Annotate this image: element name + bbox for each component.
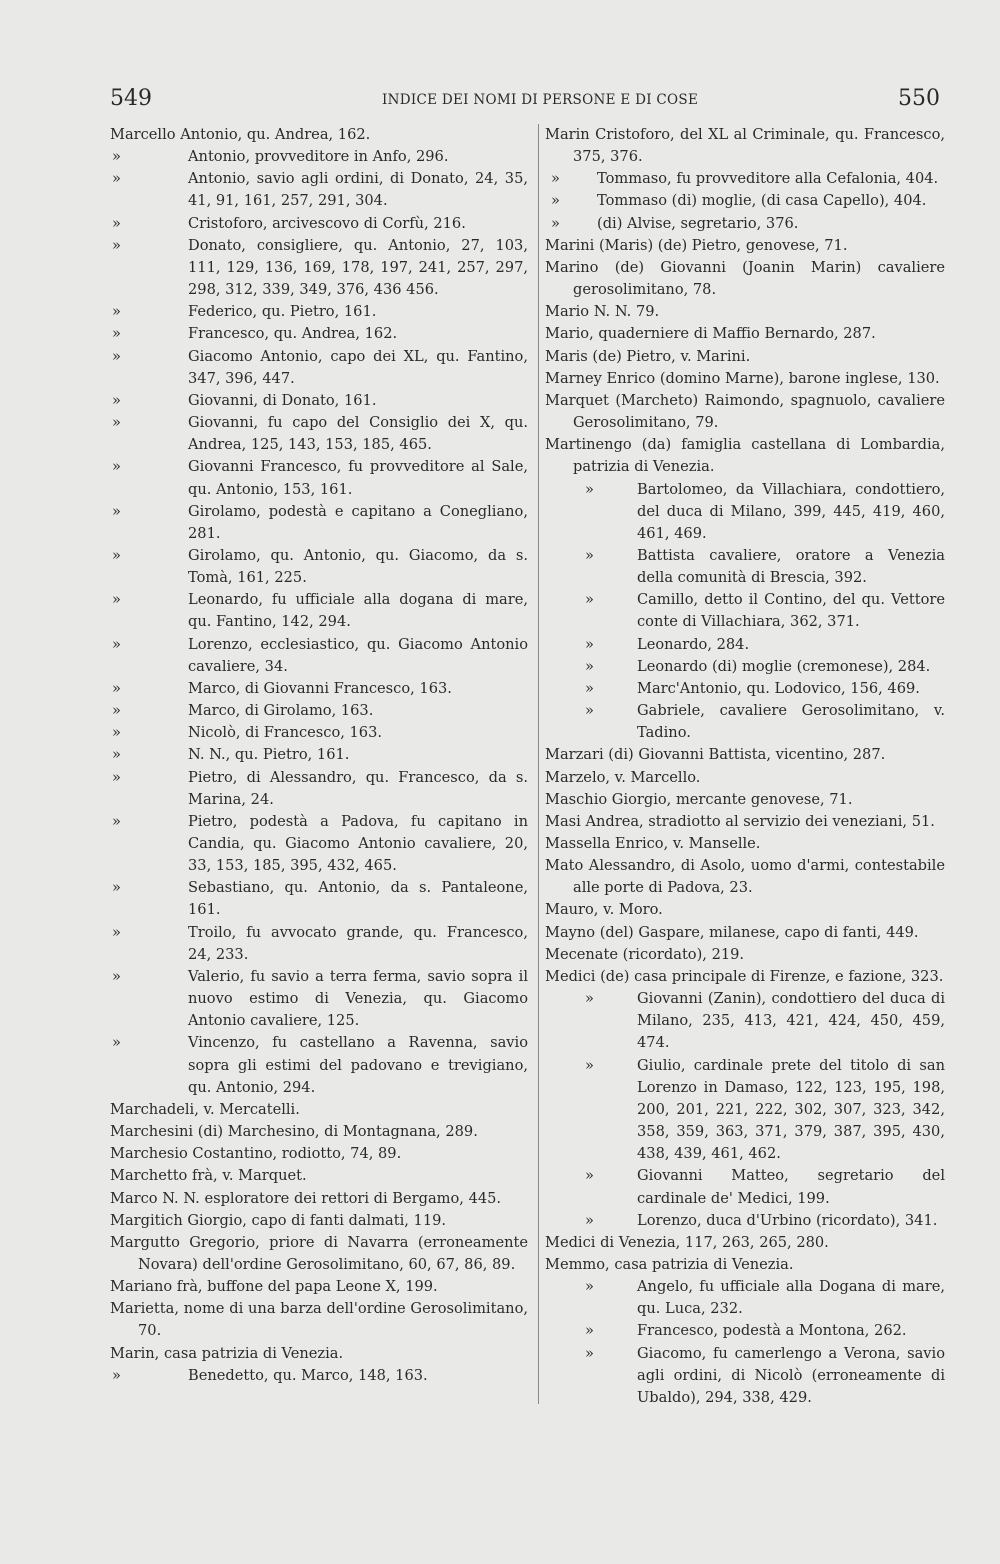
index-subentry: » Giacomo Antonio, capo dei XL, qu. Fantino, 347, 396, 447. bbox=[110, 346, 528, 390]
index-entry: Marchesio Costantino, rodiotto, 74, 89. bbox=[110, 1145, 402, 1163]
index-subentry: » Giovanni (Zanin), condottiero del duca di Milano, 235, 413, 421, 424, 450, 459, 474. bbox=[545, 988, 945, 1054]
index-subentry: » Giovanni Francesco, fu provveditore al Sale, qu. Antonio, 153, 161. bbox=[110, 456, 528, 500]
index-subentry: » Giovanni Matteo, segretario del cardinale de' Medici, 199. bbox=[545, 1165, 945, 1209]
column-divider bbox=[538, 124, 539, 1404]
index-entry: Marco N. N. esploratore dei rettori di Bergamo, 445. bbox=[110, 1189, 502, 1207]
index-subentry: » Lorenzo, duca d'Urbino (ricordato), 341. bbox=[545, 1210, 945, 1232]
index-entry: Mayno (del) Gaspare, milanese, capo di fanti, 449. bbox=[545, 923, 919, 941]
index-subentry: » Cristoforo, arcivescovo di Corfù, 216. bbox=[110, 213, 528, 235]
page-number-left: 549 bbox=[110, 86, 152, 111]
index-entry: Marcello Antonio, qu. Andrea, 162. bbox=[110, 126, 371, 143]
index-subentry: » Nicolò, di Francesco, 163. bbox=[110, 722, 528, 744]
index-entry: Marzari (di) Giovanni Battista, vicentino, 287. bbox=[545, 746, 886, 764]
index-subentry: » Camillo, detto il Contino, del qu. Vettore conte di Villachiara, 362, 371. bbox=[545, 589, 945, 633]
index-subentry: » Pietro, di Alessandro, qu. Francesco, da s. Marina, 24. bbox=[110, 767, 528, 811]
index-subentry: » Antonio, savio agli ordini, di Donato, 24, 35, 41, 91, 161, 257, 291, 304. bbox=[110, 168, 528, 212]
index-entry: Marchetto frà, v. Marquet. bbox=[110, 1167, 307, 1185]
index-entry: Mato Alessandro, di Asolo, uomo d'armi, contestabile alle porte di Padova, 23. bbox=[545, 857, 945, 897]
index-entry: Marchadeli, v. Mercatelli. bbox=[110, 1100, 300, 1118]
index-subentry: » Sebastiano, qu. Antonio, da s. Pantaleone, 161. bbox=[110, 877, 528, 921]
index-subentry: » Vincenzo, fu castellano a Ravenna, savio sopra gli estimi del padovano e trevigiano, qu. Antonio, 294. bbox=[110, 1032, 528, 1098]
index-entry: Maris (de) Pietro, v. Marini. bbox=[545, 347, 751, 365]
index-entry: Mariano frà, buffone del papa Leone X, 199. bbox=[110, 1278, 438, 1296]
index-entry: Marino (de) Giovanni (Joanin Marin) cavaliere gerosolimitano, 78. bbox=[545, 258, 945, 299]
index-entry: Marin, casa patrizia di Venezia. bbox=[110, 1344, 344, 1362]
running-title: INDICE DEI NOMI DI PERSONE E DI COSE bbox=[382, 92, 699, 108]
index-subentry: » Battista cavaliere, oratore a Venezia della comunità di Brescia, 392. bbox=[545, 545, 945, 589]
index-subentry: » Giulio, cardinale prete del titolo di san Lorenzo in Damaso, 122, 123, 195, 198, 200, 201, 221, 222, 302, 307, 323, 342, 358, 359, 363, 371, 379, 387, 395, 430, 438, 439, 461, 462. bbox=[545, 1055, 945, 1166]
index-subentry: » Valerio, fu savio a terra ferma, savio sopra il nuovo estimo di Venezia, qu. Giacomo Antonio cavaliere, 125. bbox=[110, 966, 528, 1032]
index-entry: Marquet (Marcheto) Raimondo, spagnuolo, cavaliere Gerosolimitano, 79. bbox=[545, 391, 945, 432]
index-entry: Marzelo, v. Marcello. bbox=[545, 768, 701, 786]
index-entry: Margutto Gregorio, priore di Navarra (erroneamente Novara) dell'ordine Gerosolimitano, 60, 67, 86, 89. bbox=[110, 1233, 528, 1273]
index-entry: Mecenate (ricordato), 219. bbox=[545, 945, 745, 963]
page-number-right: 550 bbox=[898, 86, 940, 111]
index-entry: Maschio Giorgio, mercante genovese, 71. bbox=[545, 790, 853, 808]
index-entry: Medici di Venezia, 117, 263, 265, 280. bbox=[545, 1233, 829, 1251]
index-entry: Mario N. N. 79. bbox=[545, 303, 660, 321]
index-subentry: » Leonardo, 284. bbox=[545, 634, 945, 656]
index-entry: Marietta, nome di una barza dell'ordine Gerosolimitano, 70. bbox=[110, 1300, 528, 1340]
index-subentry: » Lorenzo, ecclesiastico, qu. Giacomo Antonio cavaliere, 34. bbox=[110, 634, 528, 678]
index-entry: Mauro, v. Moro. bbox=[545, 901, 663, 919]
index-subentry: » Giovanni, fu capo del Consiglio dei X, qu. Andrea, 125, 143, 153, 185, 465. bbox=[110, 412, 528, 456]
index-subentry: » Federico, qu. Pietro, 161. bbox=[110, 301, 528, 323]
index-entry: Marney Enrico (domino Marne), barone inglese, 130. bbox=[545, 369, 940, 387]
index-subentry: » Tommaso, fu provveditore alla Cefalonia, 404. bbox=[545, 168, 945, 190]
left-column bbox=[110, 124, 528, 1387]
index-subentry: » Marco, di Girolamo, 163. bbox=[110, 700, 528, 722]
index-subentry: » Francesco, podestà a Montona, 262. bbox=[545, 1320, 945, 1342]
index-entry: Marin Cristoforo, del XL al Criminale, qu. Francesco, 375, 376. bbox=[545, 126, 945, 166]
index-subentry: » Marco, di Giovanni Francesco, 163. bbox=[110, 678, 528, 700]
index-entry: Marchesini (di) Marchesino, di Montagnana, 289. bbox=[110, 1123, 478, 1141]
index-entry: Martinengo (da) famiglia castellana di Lombardia, patrizia di Venezia. bbox=[545, 436, 945, 476]
index-entry: Marini (Maris) (de) Pietro, genovese, 71. bbox=[545, 236, 848, 254]
index-subentry: » Benedetto, qu. Marco, 148, 163. bbox=[110, 1365, 528, 1387]
index-subentry: » Gabriele, cavaliere Gerosolimitano, v. Tadino. bbox=[545, 700, 945, 744]
index-subentry: » Pietro, podestà a Padova, fu capitano in Candia, qu. Giacomo Antonio cavaliere, 20, 33, 153, 185, 395, 432, 465. bbox=[110, 811, 528, 877]
index-subentry: » Antonio, provveditore in Anfo, 296. bbox=[110, 146, 528, 168]
index-entry: Medici (de) casa principale di Firenze, e fazione, 323. bbox=[545, 967, 944, 985]
index-subentry: » N. N., qu. Pietro, 161. bbox=[110, 744, 528, 766]
right-column bbox=[545, 124, 945, 1409]
index-entry: Masi Andrea, stradiotto al servizio dei veneziani, 51. bbox=[545, 812, 935, 830]
index-subentry: » Tommaso (di) moglie, (di casa Capello), 404. bbox=[545, 190, 945, 212]
index-subentry: » Bartolomeo, da Villachiara, condottiero, del duca di Milano, 399, 445, 419, 460, 461, 469. bbox=[545, 479, 945, 545]
index-subentry: » Troilo, fu avvocato grande, qu. Francesco, 24, 233. bbox=[110, 922, 528, 966]
index-entry: Mario, quaderniere di Maffio Bernardo, 287. bbox=[545, 325, 876, 343]
running-header bbox=[110, 86, 940, 112]
index-entry: Margitich Giorgio, capo di fanti dalmati, 119. bbox=[110, 1211, 447, 1229]
index-subentry: » (di) Alvise, segretario, 376. bbox=[545, 213, 945, 235]
index-subentry: » Leonardo (di) moglie (cremonese), 284. bbox=[545, 656, 945, 678]
index-entry: Memmo, casa patrizia di Venezia. bbox=[545, 1255, 794, 1273]
index-subentry: » Giacomo, fu camerlengo a Verona, savio agli ordini, di Nicolò (erroneamente di Ubaldo), 294, 338, 429. bbox=[545, 1343, 945, 1409]
index-subentry: » Francesco, qu. Andrea, 162. bbox=[110, 323, 528, 345]
index-subentry: » Girolamo, podestà e capitano a Conegliano, 281. bbox=[110, 501, 528, 545]
index-entry: Massella Enrico, v. Manselle. bbox=[545, 835, 761, 852]
index-subentry: » Donato, consigliere, qu. Antonio, 27, 103, 111, 129, 136, 169, 178, 197, 241, 257, 297, 298, 312, 339, 349, 376, 436 456. bbox=[110, 235, 528, 301]
index-subentry: » Marc'Antonio, qu. Lodovico, 156, 469. bbox=[545, 678, 945, 700]
index-subentry: » Girolamo, qu. Antonio, qu. Giacomo, da s. Tomà, 161, 225. bbox=[110, 545, 528, 589]
index-subentry: » Giovanni, di Donato, 161. bbox=[110, 390, 528, 412]
index-subentry: » Leonardo, fu ufficiale alla dogana di mare, qu. Fantino, 142, 294. bbox=[110, 589, 528, 633]
index-subentry: » Angelo, fu ufficiale alla Dogana di mare, qu. Luca, 232. bbox=[545, 1276, 945, 1320]
